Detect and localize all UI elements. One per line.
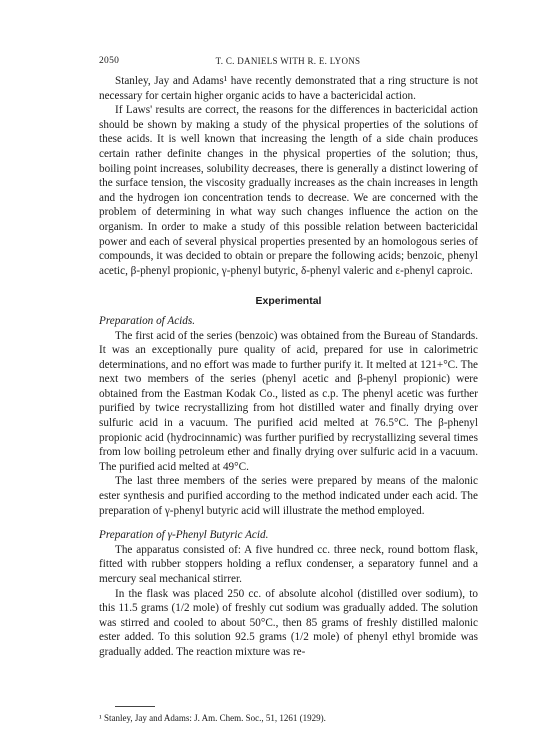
paragraph-apparatus: The apparatus consisted of: A five hundred cc. three neck, round bottom flask, fitted with rubber stoppers holding a reflux condenser, a separatory funnel and a mercury seal mechanical stirrer.	[99, 543, 478, 585]
article-body	[99, 74, 478, 660]
running-title: T. C. DANIELS WITH R. E. LYONS	[215, 56, 361, 66]
paragraph-last-three: The last three members of the series were prepared by means of the malonic ester synthesis and purified according to the method indicated under each acid. The preparation of γ-phenyl butyric acid will illustrate the method employed.	[99, 475, 478, 517]
section-heading-experimental: Experimental	[255, 295, 322, 308]
paragraph-first-acids: The first acid of the series (benzoic) was obtained from the Bureau of Standards. It was an exceptionally pure quality of acid, prepared for use in calorimetric determinations, and no effort was made to further purify it. It melted at 121+°C. The next two members of the series (phenyl acetic and β-phenyl propionic) were obtained from the Eastman Kodak Co., listed as c.p. The phenyl acetic was further purified by twice recrystallizing from hot distilled water and finally drying over sulfuric acid in a vacuum. The purified acid melted at 76.5°C. The β-phenyl propionic acid (hydrocinnamic) was further purified by recrystallizing several times from low boiling petroleum ether and finally drying over sulfuric acid in a vacuum. The purified acid melted at 49°C.	[99, 329, 478, 473]
footnote-rule	[115, 706, 155, 707]
paragraph-intro: Stanley, Jay and Adams¹ have recently demonstrated that a ring structure is not necessary for certain higher organic acids to have a bactericidal action.	[99, 75, 478, 102]
subheading-phenyl-butyric: Preparation of γ-Phenyl Butyric Acid.	[99, 529, 269, 542]
footnote: ¹ Stanley, Jay and Adams: J. Am. Chem. Soc., 51, 1261 (1929).	[99, 713, 326, 723]
paragraph-laws: If Laws' results are correct, the reasons for the differences in bactericidal action should be shown by making a study of the physical properties of the solutions of these acids. It is well known that increasing the length of a side chain produces certain rather definite changes in the physical properties of the solution; thus, boiling point increases, solubility decreases, there is generally a distinct lowering of the surface tension, the viscosity gradually increases as the chain increases in length and the hydrogen ion concentration tends to decrease. We are concerned with the problem of determining in what way such changes influence the action on the organism. In order to make a study of this possible relation between bactericidal power and each of several physical properties presented by an homologous series of compounds, it was decided to obtain or prepare the following acids; benzoic, phenyl acetic, β-phenyl propionic, γ-phenyl butyric, δ-phenyl valeric and ε-phenyl caproic.	[99, 104, 478, 277]
subheading-preparation-of-acids: Preparation of Acids.	[99, 314, 196, 327]
page-number: 2050	[99, 56, 120, 66]
paragraph-procedure: In the flask was placed 250 cc. of absolute alcohol (distilled over sodium), to this 11.5 grams (1/2 mole) of freshly cut sodium was gradually added. The solution was stirred and cooled to about 50°C., then 85 grams of freshly distilled malonic ester added. To this solution 92.5 grams (1/2 mole) of phenyl ethyl bromide was gradually added. The reaction mixture was re-	[99, 587, 478, 658]
